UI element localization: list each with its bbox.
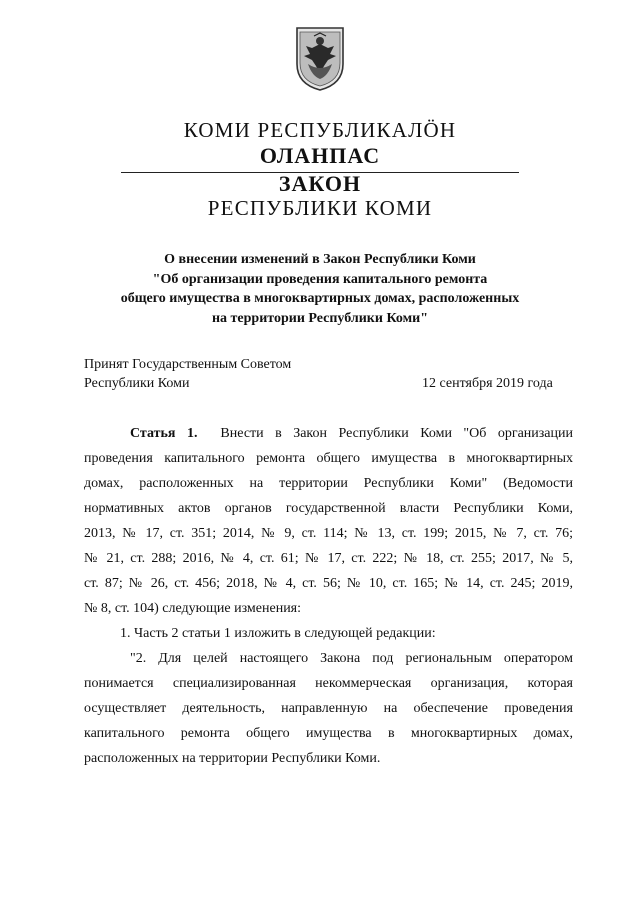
article-label: Статья 1.	[130, 426, 198, 441]
body-line: проведения капитального ремонта общего имущества в многоквартирных	[84, 451, 573, 466]
body-line-text: Внести в Закон Республики Коми "Об организации	[220, 426, 574, 441]
law-title-line: "Об организации проведения капитального ремонта	[152, 271, 488, 287]
body-line: "2. Для целей настоящего Закона под региональным оператором	[130, 651, 573, 666]
body-line: нормативных актов органов государственной власти Республики Коми,	[84, 501, 573, 516]
body-line: ст. 87; № 26, ст. 456; 2018, № 4, ст. 56; № 10, ст. 165; № 14, ст. 245; 2019,	[84, 576, 573, 591]
law-title	[60, 250, 580, 328]
law-title-line: общего имущества в многоквартирных домах, расположенных	[120, 291, 520, 306]
body-line: 1. Часть 2 статьи 1 изложить в следующей редакции:	[120, 626, 436, 641]
adoption-date: 12 сентября 2019 года	[422, 376, 553, 391]
body-line: осуществляет деятельность, направленную на обеспечение проведения	[84, 701, 573, 716]
adoption-line-2: Республики Коми	[84, 376, 190, 391]
header-line-3: ЗАКОН	[278, 171, 362, 196]
coat-of-arms-icon	[294, 24, 346, 92]
adoption-info	[84, 355, 291, 393]
header-line-1: КОМИ РЕСПУБЛИКАЛӦН	[183, 118, 457, 142]
adoption-line-1: Принят Государственным Советом	[84, 357, 292, 372]
law-title-line: О внесении изменений в Закон Республики Коми	[164, 252, 476, 267]
body-line: № 21, ст. 288; 2016, № 4, ст. 61; № 17, ст. 222; № 18, ст. 255; 2017, № 5,	[84, 551, 573, 566]
header-line-4: РЕСПУБЛИКИ КОМИ	[207, 196, 433, 220]
header-line-2: ОЛАНПАС	[259, 143, 381, 168]
body-line: капитального ремонта общего имущества в многоквартирных домах,	[84, 726, 573, 741]
body-line: № 8, ст. 104) следующие изменения:	[84, 601, 302, 616]
law-title-line: на территории Республики Коми"	[211, 310, 429, 326]
law-body	[84, 421, 573, 771]
body-line: понимается специализированная некоммерческая организация, которая	[84, 676, 573, 691]
body-line: расположенных на территории Республики Коми.	[84, 751, 381, 766]
body-line: 2013, № 17, ст. 351; 2014, № 9, ст. 114; № 13, ст. 199; 2015, № 7, ст. 76;	[84, 526, 573, 541]
body-line	[84, 421, 573, 446]
body-line: домах, расположенных на территории Республики Коми" (Ведомости	[84, 476, 573, 491]
